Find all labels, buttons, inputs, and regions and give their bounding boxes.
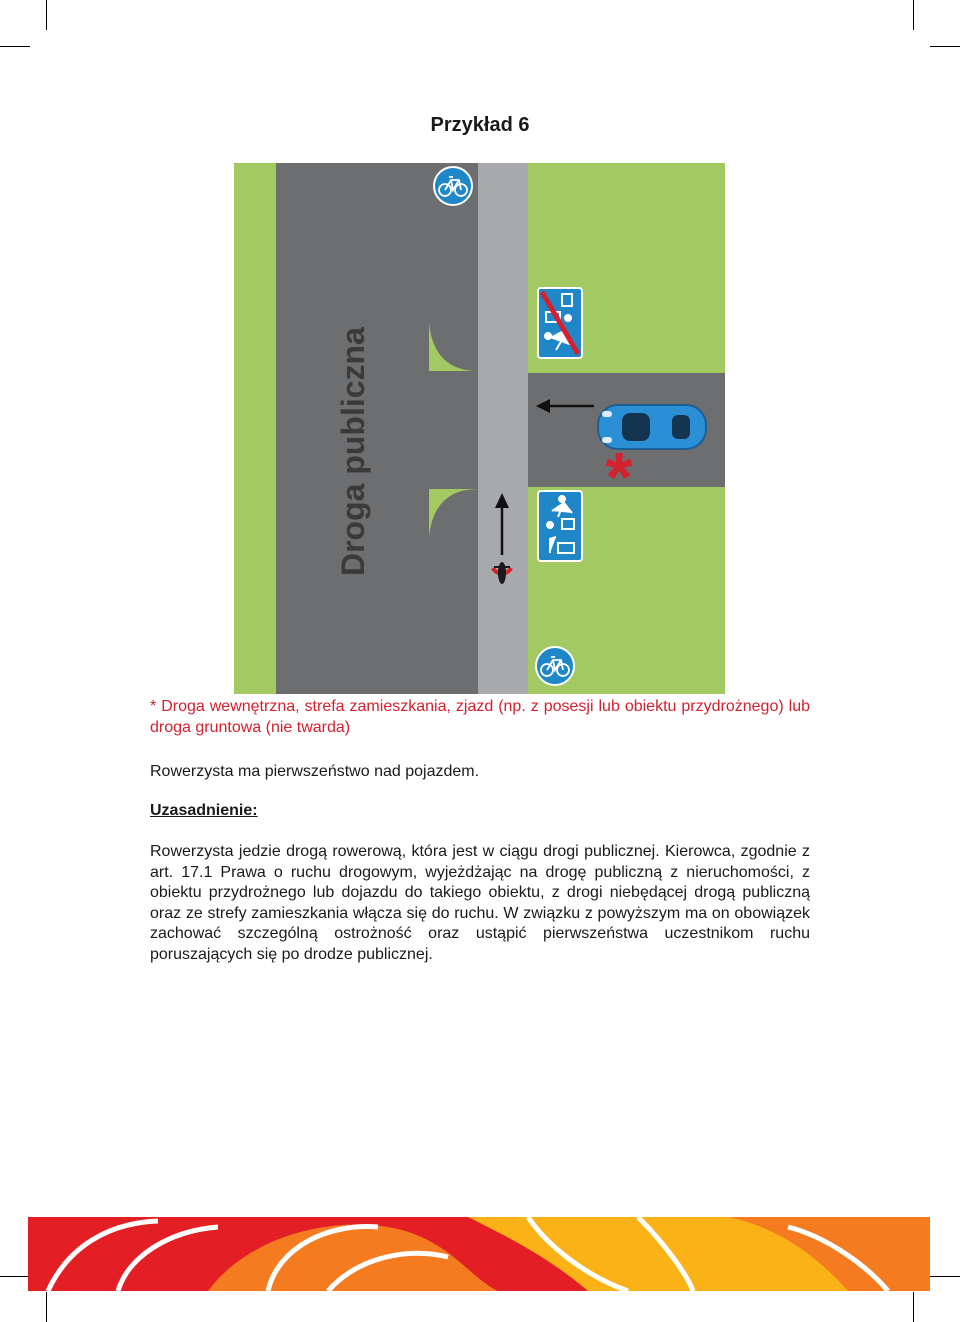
road-label: Droga publiczna [335,327,371,576]
footnote-text: * Droga wewnętrzna, strefa zamieszkania, zjazd (np. z posesji lub obiektu przydrożnego) lub droga gruntowa (nie twarda) [150,698,810,736]
asterisk-marker: * [605,438,633,516]
crop-mark [46,1292,47,1322]
crop-mark [913,1292,914,1322]
conclusion-text: Rowerzysta ma pierwszeństwo nad pojazdem. [150,763,480,780]
justification-body: Rowerzysta jedzie drogą rowerową, która jest w ciągu drogi publicznej. Kierowca, zgodnie z art. 17.1 Prawa o ruchu drogowym, wyjeżdżając na drogę publiczną z nieruchomości, z obiektu przydrożnego lub dojazdu do takiego obiektu, z drogi niebędącej drogą publiczną oraz ze strefy zamieszkania włącza się do ruchu. W związku z powyższym ma on obowiązek zachować szczególną ostrożność oraz ustąpić pierwszeństwa uczestnikom ruchu poruszających się po drodze publicznej. [150,843,810,963]
intersection-diagram [234,163,725,694]
crop-mark [0,1276,30,1277]
crop-mark [913,0,914,30]
crop-mark [46,0,47,30]
bicycle-path-sign-icon [536,647,574,685]
justification-heading: Uzasadnienie: [150,802,258,819]
residential-zone-sign-icon [538,491,582,561]
crop-mark [0,46,30,47]
bicycle-path-sign-icon [434,167,472,205]
end-residential-zone-sign-icon [538,288,582,358]
crop-mark [930,46,960,47]
footer-decoration [28,1217,930,1291]
bike-path [478,163,528,694]
page-title: Przykład 6 [430,114,530,136]
crop-mark [930,1276,960,1277]
